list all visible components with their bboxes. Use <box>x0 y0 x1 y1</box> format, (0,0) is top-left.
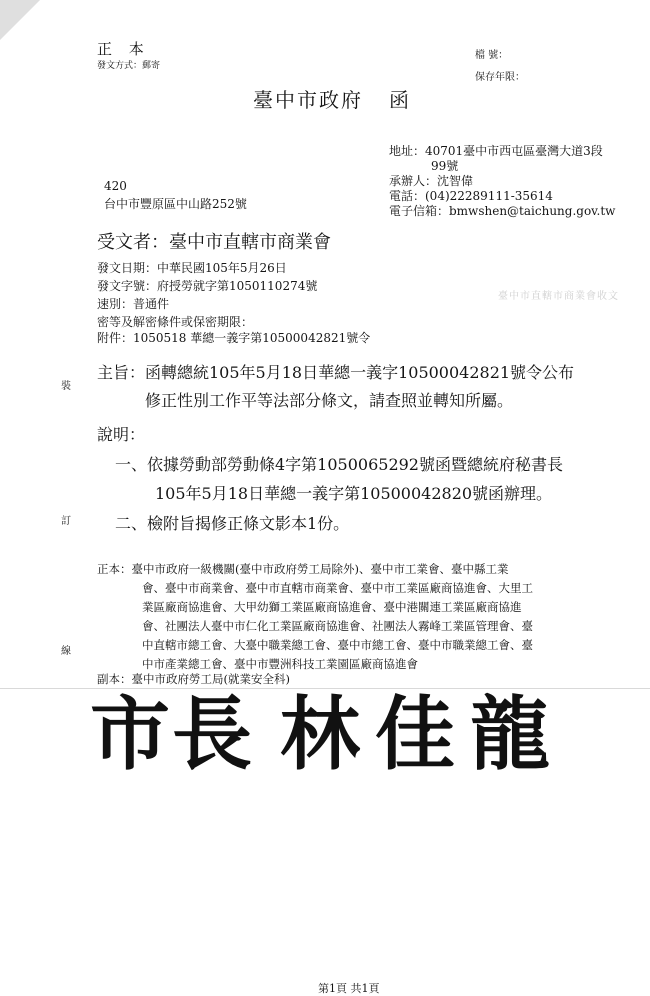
document-title <box>253 84 411 113</box>
scan-corner-shadow <box>0 0 40 40</box>
delivery-speed: 速別：普通件 <box>97 297 170 311</box>
main-recipients-line-3: 業區廠商協進會、大甲幼獅工業區廠商協進會、臺中港關連工業區廠商協進 <box>142 600 522 614</box>
explanation-item-1-cont: 105年5月18日華總一義字第10500042820號函辦理。 <box>155 484 553 503</box>
file-number-label: 檔 號： <box>475 50 509 61</box>
main-recipients-line-1: 正本：臺中市政府一級機關(臺中市政府勞工局除外)、臺中市工業會、臺中縣工業 <box>97 562 509 576</box>
signature-char: 林 <box>280 687 360 781</box>
binding-mark-xian: 線 <box>61 646 71 657</box>
explanation-item-2: 二、檢附旨揭修正條文影本1份。 <box>115 514 350 533</box>
signature-char: 佳 <box>375 687 455 781</box>
retention-label: 保存年限： <box>475 72 525 83</box>
issuer-name: 臺中市政府 <box>253 88 363 112</box>
issue-date: 發文日期：中華民國105年5月26日 <box>97 261 287 275</box>
contact-phone: 電話：(04)22289111-35614 <box>389 189 553 203</box>
page-number: 第1頁 共1頁 <box>318 982 380 995</box>
binding-mark-ding: 訂 <box>61 516 71 527</box>
contact-address: 地址：40701臺中市西屯區臺灣大道3段 <box>389 144 603 158</box>
send-method: 發文方式：郵寄 <box>97 61 161 71</box>
faint-received-stamp: 臺中市直轄市商業會收文 <box>498 291 619 302</box>
attachment: 附件：1050518 華總一義字第10500042821號令 <box>97 331 371 345</box>
contact-handler: 承辦人：沈智偉 <box>389 174 474 188</box>
subject-line-1: 主旨：函轉總統105年5月18日華總一義字10500042821號令公布 <box>97 363 575 382</box>
contact-address-cont: 99號 <box>431 159 459 173</box>
recipient-zip: 420 <box>104 179 127 193</box>
recipient-street: 台中市豐原區中山路252號 <box>104 197 247 211</box>
carbon-copy: 副本：臺中市政府勞工局(就業安全科) <box>97 672 290 686</box>
signature-char: 市 <box>90 687 170 781</box>
signature-char: 長 <box>172 687 252 781</box>
main-recipients-line-4: 會、社團法人臺中市仁化工業區廠商協進會、社團法人霧峰工業區管理會、臺 <box>142 619 533 633</box>
secrecy-level: 密等及解密條件或保密期限： <box>97 315 254 329</box>
binding-mark-zhuang: 裝 <box>61 381 71 392</box>
signature-char: 龍 <box>470 687 550 781</box>
contact-email: 電子信箱：bmwshen@taichung.gov.tw <box>389 204 616 218</box>
explanation-item-1: 一、依據勞動部勞動條4字第1050065292號函暨總統府秘書長 <box>115 455 563 474</box>
main-recipients-line-2: 會、臺中市商業會、臺中市直轄市商業會、臺中市工業區廠商協進會、大里工 <box>142 581 533 595</box>
explanation-heading: 說明： <box>97 425 146 444</box>
recipient: 受文者：臺中市直轄市商業會 <box>97 232 331 253</box>
document-number: 發文字號：府授勞就字第1050110274號 <box>97 279 318 293</box>
original-copy-label: 正 本 <box>97 40 150 58</box>
mayor-signature-stamp <box>90 688 560 780</box>
main-recipients-line-6: 中市產業總工會、臺中市豐洲科技工業園區廠商協進會 <box>142 657 418 671</box>
subject-line-2: 修正性別工作平等法部分條文，請查照並轉知所屬。 <box>145 391 514 410</box>
document-kind: 函 <box>389 88 411 112</box>
main-recipients-line-5: 中直轄市總工會、大臺中職業總工會、臺中市總工會、臺中市職業總工會、臺 <box>142 638 533 652</box>
